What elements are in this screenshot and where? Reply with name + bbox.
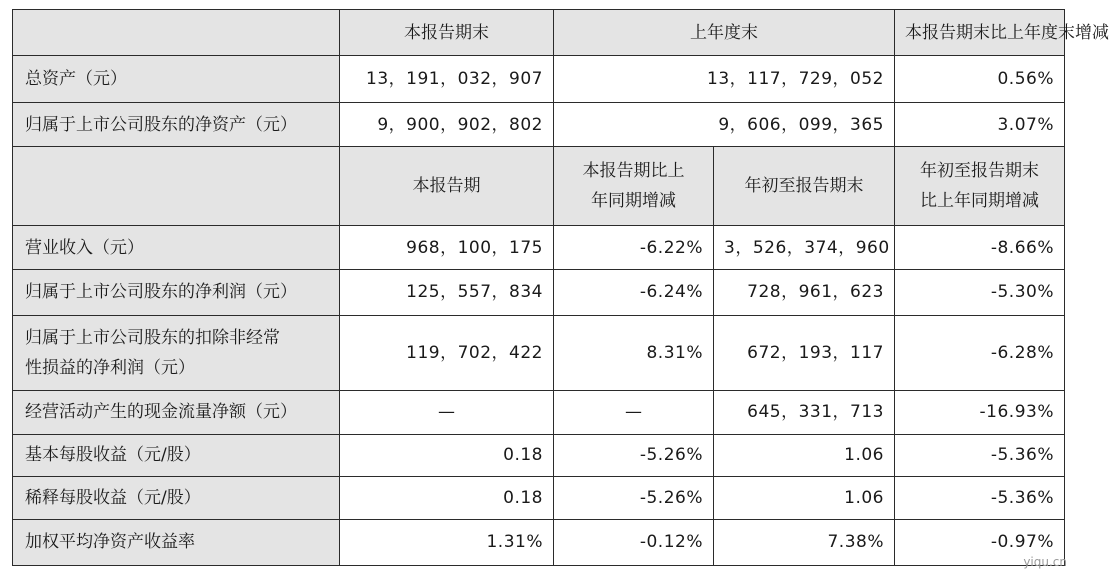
cell-value: 672，193，117 (714, 315, 895, 390)
cell-value: 9，606，099，365 (554, 103, 895, 147)
cell-value: -6.28% (895, 315, 1065, 390)
row-label: 加权平均净资产收益率 (13, 519, 340, 565)
row-label: 归属于上市公司股东的净利润（元） (13, 270, 340, 315)
cell-value: -8.66% (895, 226, 1065, 270)
cell-value: -16.93% (895, 390, 1065, 434)
row-label-line: 性损益的净利润（元） (25, 357, 195, 378)
cell-value: 13，117，729，052 (554, 56, 895, 103)
header-line: 年初至报告期末 (920, 161, 1039, 182)
cell-value: — (554, 390, 714, 434)
row-label: 稀释每股收益（元/股） (13, 476, 340, 519)
cell-value: 728，961，623 (714, 270, 895, 315)
header-change-vs-prior-year-end: 本报告期末比上年度末增减 (895, 10, 1065, 56)
cell-value: 9，900，902，802 (340, 103, 554, 147)
cell-value: 0.56% (895, 56, 1065, 103)
cell-value: 1.31% (340, 519, 554, 565)
cell-value: 1.06 (714, 434, 895, 476)
cell-value: 645，331，713 (714, 390, 895, 434)
table-row (13, 56, 1065, 103)
table-row (13, 103, 1065, 147)
header-corner-cell (13, 10, 340, 56)
cell-value: 3.07% (895, 103, 1065, 147)
row-label: 基本每股收益（元/股） (13, 434, 340, 476)
header-period-end: 本报告期末 (340, 10, 554, 56)
cell-value: 0.18 (340, 434, 554, 476)
cell-value: 125，557，834 (340, 270, 554, 315)
cell-value: -0.97% (895, 519, 1065, 565)
table-row (13, 226, 1065, 270)
row-label: 经营活动产生的现金流量净额（元） (13, 390, 340, 434)
table-row (13, 315, 1065, 390)
cell-value: -5.36% (895, 434, 1065, 476)
row-label-line: 归属于上市公司股东的扣除非经常 (25, 327, 280, 348)
cell-value: -6.22% (554, 226, 714, 270)
cell-value: 119，702，422 (340, 315, 554, 390)
header-prior-year-end: 上年度末 (554, 10, 895, 56)
cell-value: — (340, 390, 554, 434)
table-row (13, 476, 1065, 519)
row-label (13, 315, 340, 390)
cell-value: -6.24% (554, 270, 714, 315)
table-row (13, 270, 1065, 315)
cell-value: 3，526，374，960 (714, 226, 895, 270)
header-yoy-change (554, 147, 714, 226)
table-header-row (13, 147, 1065, 226)
cell-value: 13，191，032，907 (340, 56, 554, 103)
cell-value: -5.26% (554, 476, 714, 519)
table-row (13, 519, 1065, 565)
watermark-text: yiqu.cn (1023, 555, 1067, 569)
header-ytd: 年初至报告期末 (714, 147, 895, 226)
cell-value: -0.12% (554, 519, 714, 565)
row-label: 营业收入（元） (13, 226, 340, 270)
header-line: 本报告期比上 (582, 161, 685, 182)
header-line: 比上年同期增减 (920, 191, 1039, 212)
cell-value: 8.31% (554, 315, 714, 390)
header-corner-cell (13, 147, 340, 226)
cell-value: 1.06 (714, 476, 895, 519)
cell-value: 0.18 (340, 476, 554, 519)
row-label: 总资产（元） (13, 56, 340, 103)
header-ytd-yoy-change (895, 147, 1065, 226)
financial-summary-table (12, 9, 1109, 566)
table-row (13, 390, 1065, 434)
cell-value: -5.26% (554, 434, 714, 476)
cell-value: 968，100，175 (340, 226, 554, 270)
cell-value: 7.38% (714, 519, 895, 565)
cell-value: -5.36% (895, 476, 1065, 519)
table-row (13, 434, 1065, 476)
cell-value: -5.30% (895, 270, 1065, 315)
header-current-period: 本报告期 (340, 147, 554, 226)
header-line: 年同期增减 (591, 191, 676, 212)
row-label: 归属于上市公司股东的净资产（元） (13, 103, 340, 147)
table-header-row (13, 10, 1065, 56)
